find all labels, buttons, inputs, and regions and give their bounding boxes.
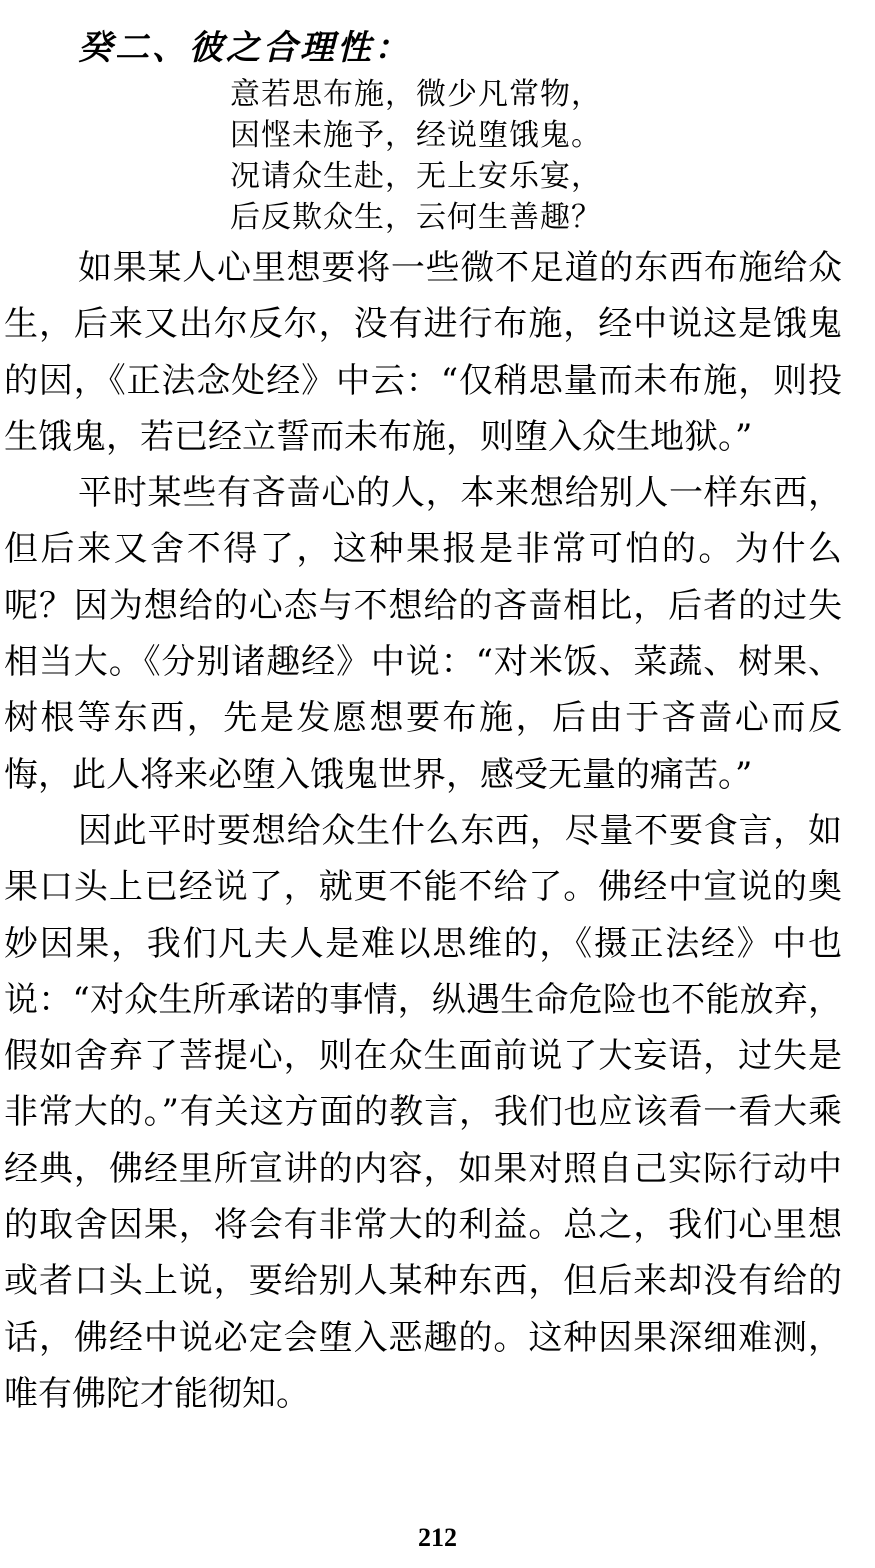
verse-line: 意若思布施，微少凡常物， (230, 77, 602, 112)
verse-line: 因悭未施予，经说堕饿鬼。 (230, 118, 602, 153)
paragraph: 因此平时要想给众生什么东西，尽量不要食言，如果口头上已经说了，就更不能不给了。佛经中宣说的奥妙因果，我们凡夫人是难以思维的，《摄正法经》中也说：“对众生所承诺的事情，纵遇生命危险也不能放弃，假如舍弃了菩提心，则在众生面前说了大妄语，过失是非常大的。”有关这方面的教言，我们也应该看一看大乘经典，佛经里所宣讲的内容，如果对照自己实际行动中的取舍因果，将会有非常大的利益。总之，我们心里想或者口头上说，要给别人某种东西，但后来却没有给的话，佛经中说必定会堕入恶趣的。这种因果深细难测，唯有佛陀才能彻知。 (4, 810, 842, 1414)
paragraph: 如果某人心里想要将一些微不足道的东西布施给众生，后来又出尔反尔，没有进行布施，经中说这是饿鬼的因，《正法念处经》中云：“仅稍思量而未布施，则投生饿鬼，若已经立誓而未布施，则堕入众生地狱。” (4, 248, 842, 457)
verse-block (230, 74, 602, 238)
verse-line: 后反欺众生，云何生善趣？ (230, 200, 602, 235)
page-number: 212 (418, 1523, 457, 1552)
paragraph: 平时某些有吝啬心的人，本来想给别人一样东西，但后来又舍不得了，这种果报是非常可怕的。为什么呢？因为想给的心态与不想给的吝啬相比，后者的过失相当大。《分别诸趣经》中说：“对米饭、菜蔬、树果、树根等东西，先是发愿想要布施，后由于吝啬心而反悔，此人将来必堕入饿鬼世界，感受无量的痛苦。” (4, 473, 842, 795)
section-heading: 癸二、彼之合理性： (78, 28, 411, 68)
verse-line: 况请众生赴，无上安乐宴， (230, 159, 602, 194)
commentary-body (4, 240, 842, 1422)
